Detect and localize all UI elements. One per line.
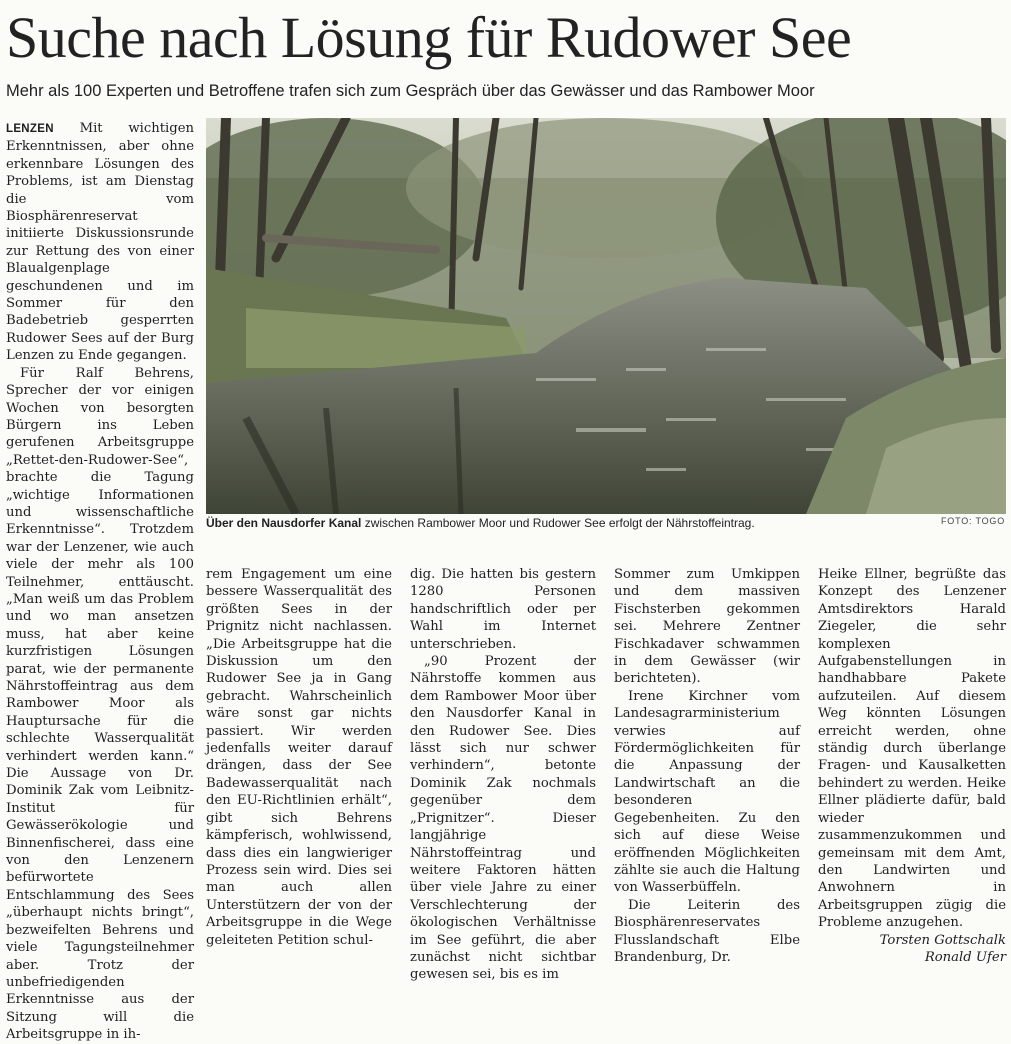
article-column-2: [206, 566, 392, 949]
paragraph: [6, 120, 194, 365]
paragraph: dig. Die hatten bis gestern 1280 Personen handschriftlich oder per Wahl im Internet unterschrieben.: [410, 567, 596, 652]
subheadline: Mehr als 100 Experten und Betroffene trafen sich zum Gespräch über das Gewässer und das Rambower Moor: [6, 82, 815, 100]
paragraph: Heike Ellner, begrüßte das Konzept des Lenzener Amtsdirektors Harald Ziegeler, die sehr komplexen Aufgabenstellungen in handhabbare Pakete aufzuteilen. Auf diesem Weg könnten Lösungen erreicht werden, ohne ständig durch überlange Fragen- und Kausalketten behindert zu werden. Heike Ellner plädierte dafür, bald wieder zusammenzukommen und gemeinsam mit dem Amt, den Landwirten und Anwohnern in Arbeitsgruppen zügig die Probleme anzugehen.: [818, 567, 1006, 931]
article-column-5: [818, 566, 1006, 966]
paragraph: Für Ralf Behrens, Sprecher der vor einigen Wochen von besorgten Bürgern ins Leben gerufenen Arbeitsgruppe „Rettet-den-Rudower-See“, brachte die Tagung „wichtige Informationen und wissenschaftliche Erkenntnisse“. Trotzdem war der Lenzener, wie auch viele der mehr als 100 Teilnehmer, enttäuscht. „Man weiß um das Problem und wo man ansetzen muss, hat aber keine kurzfristigen Lösungen parat, wie der permanente Nährstoffeintrag aus dem Rambower Moor als Hauptursache für die schlechte Wasserqualität verhindert werden kann.“ Die Aussage von Dr. Dominik Zak vom Leibnitz-Institut für Gewässerökologie und Binnenfischerei, dass eine von den Lenzenern befürwortete Entschlammung des Sees „überhaupt nichts bringt“, bezweifelten Behrens und viele Tagungsteilnehmer aber. Trotz der unbefriedigenden Erkenntnisse aus der Sitzung will die Arbeitsgruppe in ih-: [6, 365, 194, 1043]
paragraph: „90 Prozent der Nährstoffe kommen aus dem Rambower Moor über den Nausdorfer Kanal in den Rudower See. Dies lässt sich nur schwer verhindern“, betonte Dominik Zak nochmals gegenüber dem „Prignitzer“. Dieser langjährige Nährstoffeintrag und weitere Faktoren hätten über viele Jahre zu einer Verschlechterung der ökologischen Verhältnisse im See geführt, die aber zunächst nicht sichtbar gewesen sei, bis es im: [410, 654, 596, 983]
headline: Suche nach Lösung für Rudower See: [6, 5, 852, 70]
caption-text: zwischen Rambower Moor und Rudower See erfolgt der Nährstoffeintrag.: [361, 516, 755, 530]
paragraph-text: Mit wichtigen Erkenntnissen, aber ohne erkennbare Lösungen des Problems, ist am Dienstag die vom Biosphärenreservat initiierte Diskussionsrunde zur Rettung des von einer Blaualgenplage geschundenen und im Sommer für den Badebetrieb gesperrten Rudower Sees auf der Burg Lenzen zu Ende gegangen.: [6, 121, 194, 364]
photo-credit: FOTO: TOGO: [940, 516, 1005, 526]
dateline: LENZEN: [6, 123, 54, 135]
paragraph: Sommer zum Umkippen und dem massiven Fischsterben gekommen sei. Mehrere Zentner Fischkadaver schwammen in dem Gewässer (wir berichteten).: [614, 567, 800, 687]
paragraph: rem Engagement um eine bessere Wasserqualität des größten Sees in der Prignitz nicht nachlassen. „Die Arbeitsgruppe hat die Diskussion um den Rudower See ja in Gang gebracht. Wahrscheinlich wäre sonst gar nichts passiert. Wir werden jedenfalls weiter darauf drängen, dass der See Badewasserqualität nach den EU-Richtlinien erhält“, gibt sich Behrens kämpferisch, wohlwissend, dass dies ein langwieriger Prozess sein wird. Dies sei man auch allen Unterstützern der von der Arbeitsgruppe in die Wege geleiteten Petition schul-: [206, 567, 392, 948]
caption-bold: Über den Nausdorfer Kanal: [206, 516, 362, 530]
photo-nausdorfer-kanal: [206, 118, 1006, 514]
article-column-4: [614, 566, 800, 966]
article-column-1: [6, 120, 194, 1044]
paragraph: Irene Kirchner vom Landesagrarministerium verwies auf Fördermöglichkeiten für die Anpassung der Landwirtschaft an die besonderen Gegebenheiten. Zu den sich auf diese Weise eröffnenden Möglichkeiten zählte sie auch die Haltung von Wasserbüffeln.: [614, 688, 800, 896]
paragraph: Die Leiterin des Biosphärenreservates Flusslandschaft Elbe Brandenburg, Dr.: [614, 897, 800, 965]
author-name: Torsten Gottschalk: [879, 932, 1006, 948]
author-name: Ronald Ufer: [924, 949, 1006, 965]
article-photo: [206, 118, 1006, 514]
article-column-3: [410, 566, 596, 984]
photo-caption: [206, 515, 1006, 531]
